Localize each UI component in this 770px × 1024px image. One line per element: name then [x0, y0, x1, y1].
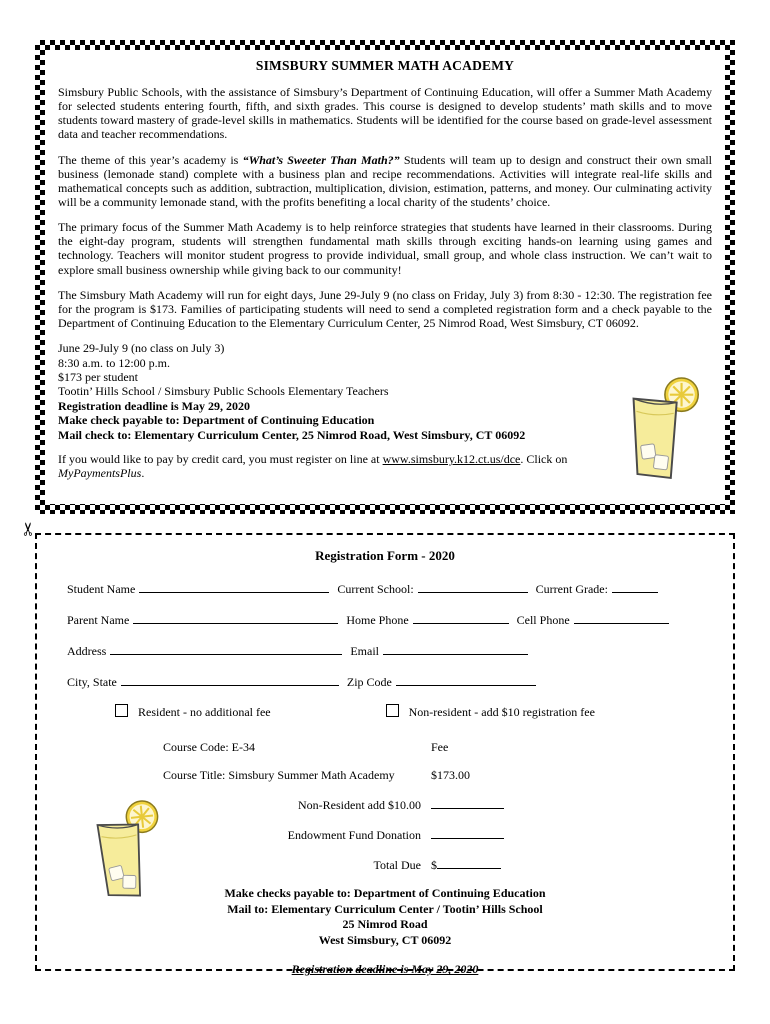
- resident-label: Resident - no additional fee: [138, 705, 271, 719]
- detail-dates: June 29-July 9 (no class on July 3): [58, 341, 225, 356]
- street-line: 25 Nimrod Road: [342, 917, 428, 932]
- parent-name-label: Parent Name: [67, 613, 130, 627]
- city-state-blank[interactable]: [121, 673, 339, 686]
- cell-phone-blank[interactable]: [574, 611, 669, 624]
- zip-code-blank[interactable]: [396, 673, 536, 686]
- flyer-paragraph-logistics: The Simsbury Math Academy will run for eight days, June 29-July 9 (no class on Friday, July 3) from 8:30 - 12:30. The registration fee for the program is $173. Families of participating students will need to send a completed registration form and a check payable to the Department of Continuing Education to the Elementary Curriculum Center, 25 Nimrod Road, West Simsbury, CT 06092.: [58, 287, 712, 331]
- total-due-blank[interactable]: [437, 856, 501, 869]
- student-name-blank[interactable]: [139, 580, 329, 593]
- detail-price: $173 per student: [58, 370, 138, 385]
- address-label: Address: [67, 644, 107, 658]
- parent-name-blank[interactable]: [133, 611, 338, 624]
- current-grade-blank[interactable]: [612, 580, 658, 593]
- theme-rest: Students will team up to design and construct their own small business (lemonade stand) complete with a business plan and recipe recommendations. Activities will integrate real-life skills and mathematical concepts such as addition, subtraction, multiplication, division, estimation, patterns, and money. Our culminating activity will be a community lemonade stand, with the profits benefiting a local charity of the students’ choice.: [58, 152, 713, 210]
- cell-phone-label: Cell Phone: [516, 613, 570, 627]
- lemonade-glass-illustration: [72, 776, 178, 923]
- registration-form-box: [18, 521, 735, 977]
- non-resident-label: Non-resident - add $10 registration fee: [408, 705, 595, 719]
- home-phone-blank[interactable]: [413, 611, 509, 624]
- non-resident-add-label: Non-Resident add $10.00: [298, 798, 421, 812]
- fee-table: [163, 740, 703, 873]
- credit-suffix: .: [141, 466, 145, 481]
- student-name-label: Student Name: [67, 582, 136, 596]
- fee-row-course-title: [163, 768, 703, 783]
- mail-to-line: Mail to: Elementary Curriculum Center / Tootin’ Hills School: [227, 901, 543, 916]
- zip-code-label: Zip Code: [346, 675, 392, 689]
- form-deadline: Registration deadline is May 29, 2020: [291, 962, 479, 977]
- credit-middle: . Click on: [520, 452, 568, 466]
- flyer-box: [35, 40, 735, 514]
- scissors-icon: ✂: [18, 521, 39, 537]
- city-state-label: City, State: [67, 675, 117, 689]
- flyer-paragraph-focus: The primary focus of the Summer Math Academy is to help reinforce strategies that students have learned in their classrooms. During the eight-day program, students will strengthen fundamental math skills through exciting hands-on learning using games and technology. Teachers will monitor student progress to provide individual, small group, and whole class instruction. We can’t wait to explore small business ownership while giving back to our community!: [58, 220, 712, 277]
- theme-prefix: The theme of this year’s academy is: [58, 152, 243, 167]
- theme-quote: “What’s Sweeter Than Math?”: [242, 152, 400, 167]
- non-resident-checkbox[interactable]: [386, 704, 399, 717]
- home-phone-label: Home Phone: [346, 613, 409, 627]
- endowment-blank[interactable]: [431, 826, 504, 839]
- credit-mypaymentsplus: MyPaymentsPlus: [58, 466, 142, 481]
- current-school-blank[interactable]: [418, 580, 528, 593]
- form-title: Registration Form - 2020: [315, 548, 455, 563]
- endowment-label: Endowment Fund Donation: [287, 828, 421, 842]
- current-grade-label: Current Grade:: [535, 582, 608, 596]
- form-row-1: [67, 580, 703, 597]
- registration-link[interactable]: www.simsbury.k12.ct.us/dce: [382, 452, 521, 466]
- flyer-content: [45, 50, 725, 504]
- form-row-4: [67, 673, 703, 690]
- fee-row-non-resident: [163, 796, 703, 813]
- flyer-title: SIMSBURY SUMMER MATH ACADEMY: [255, 58, 515, 73]
- detail-check-payable: Make check payable to: Department of Continuing Education: [58, 413, 375, 428]
- detail-deadline: Registration deadline is May 29, 2020: [58, 398, 250, 413]
- credit-card-note: [58, 452, 623, 480]
- fee-row-total: [163, 856, 703, 873]
- total-currency: $: [431, 858, 437, 872]
- detail-mail-check: Mail check to: Elementary Curriculum Center, 25 Nimrod Road, West Simsbury, CT 06092: [58, 427, 526, 442]
- form-row-2: [67, 611, 703, 628]
- detail-staff: Tootin’ Hills School / Simsbury Public Schools Elementary Teachers: [58, 384, 389, 399]
- email-label: Email: [350, 644, 379, 658]
- course-fee: $173.00: [431, 768, 470, 782]
- total-due-label: Total Due: [373, 858, 421, 872]
- detail-time: 8:30 a.m. to 12:00 p.m.: [58, 355, 170, 370]
- address-blank[interactable]: [110, 642, 342, 655]
- residency-options: [67, 704, 703, 720]
- resident-checkbox[interactable]: [115, 704, 128, 717]
- email-blank[interactable]: [383, 642, 528, 655]
- lemonade-glass-illustration: [611, 368, 709, 486]
- city-line: West Simsbury, CT 06092: [318, 932, 452, 947]
- fee-row-course-code: [163, 740, 703, 755]
- flyer-paragraph-theme: [58, 153, 712, 210]
- credit-prefix: If you would like to pay by credit card, you must register on line at: [58, 452, 383, 466]
- course-title: Course Title: Simsbury Summer Math Academy: [163, 768, 395, 782]
- course-code: Course Code: E-34: [163, 740, 255, 754]
- non-resident-add-blank[interactable]: [431, 796, 504, 809]
- form-row-3: [67, 642, 703, 659]
- current-school-label: Current School:: [337, 582, 414, 596]
- make-checks-line: Make checks payable to: Department of Continuing Education: [224, 886, 546, 900]
- fee-row-endowment: [163, 826, 703, 843]
- fee-header: Fee: [431, 740, 449, 754]
- flyer-paragraph-intro: Simsbury Public Schools, with the assistance of Simsbury’s Department of Continuing Education, will offer a Summer Math Academy for selected students entering fourth, fifth, and sixth grades. This course is designed to develop students’ math skills and to move students toward mastery of grade-level skills in mathematics. Students will be identified for the course based on grade-level assessment data and teacher recommendations.: [58, 84, 712, 142]
